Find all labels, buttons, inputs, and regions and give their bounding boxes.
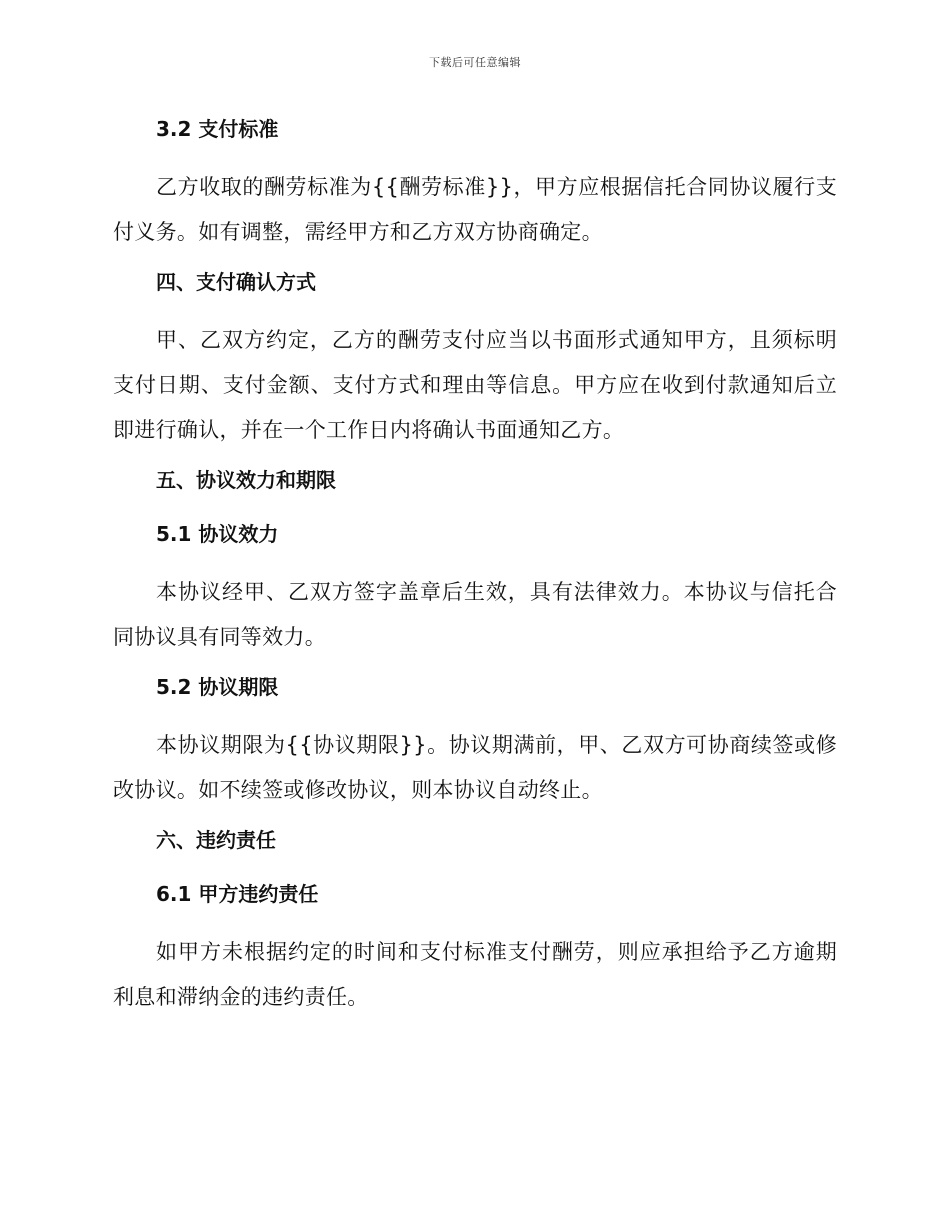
- section-heading-6: 六、违约责任: [156, 828, 276, 852]
- paragraph-agreement-term: 本协议期限为{{协议期限}}。协议期满前，甲、乙双方可协商续签或修改协议。如不续签或修改协议，则本协议自动终止。: [113, 733, 837, 802]
- section-heading-5: 五、协议效力和期限: [156, 468, 336, 492]
- section-heading-5-1: 5.1 协议效力: [156, 522, 279, 546]
- page-header-note: 下载后可任意编辑: [429, 56, 521, 69]
- paragraph-payment-standard: 乙方收取的酬劳标准为{{酬劳标准}}，甲方应根据信托合同协议履行支付义务。如有调整，需经甲方和乙方双方协商确定。: [113, 175, 837, 244]
- section-heading-3-2: 3.2 支付标准: [156, 117, 279, 141]
- paragraph-agreement-effect: 本协议经甲、乙双方签字盖章后生效，具有法律效力。本协议与信托合同协议具有同等效力。: [113, 580, 837, 649]
- section-heading-4: 四、支付确认方式: [156, 270, 316, 294]
- document-body: [113, 111, 837, 1029]
- paragraph-party-a-breach: 如甲方未根据约定的时间和支付标准支付酬劳，则应承担给予乙方逾期利息和滞纳金的违约责任。: [113, 940, 837, 1009]
- paragraph-payment-confirmation: 甲、乙双方约定，乙方的酬劳支付应当以书面形式通知甲方，且须标明支付日期、支付金额、支付方式和理由等信息。甲方应在收到付款通知后立即进行确认，并在一个工作日内将确认书面通知乙方。: [113, 328, 837, 442]
- section-heading-6-1: 6.1 甲方违约责任: [156, 882, 319, 906]
- section-heading-5-2: 5.2 协议期限: [156, 675, 279, 699]
